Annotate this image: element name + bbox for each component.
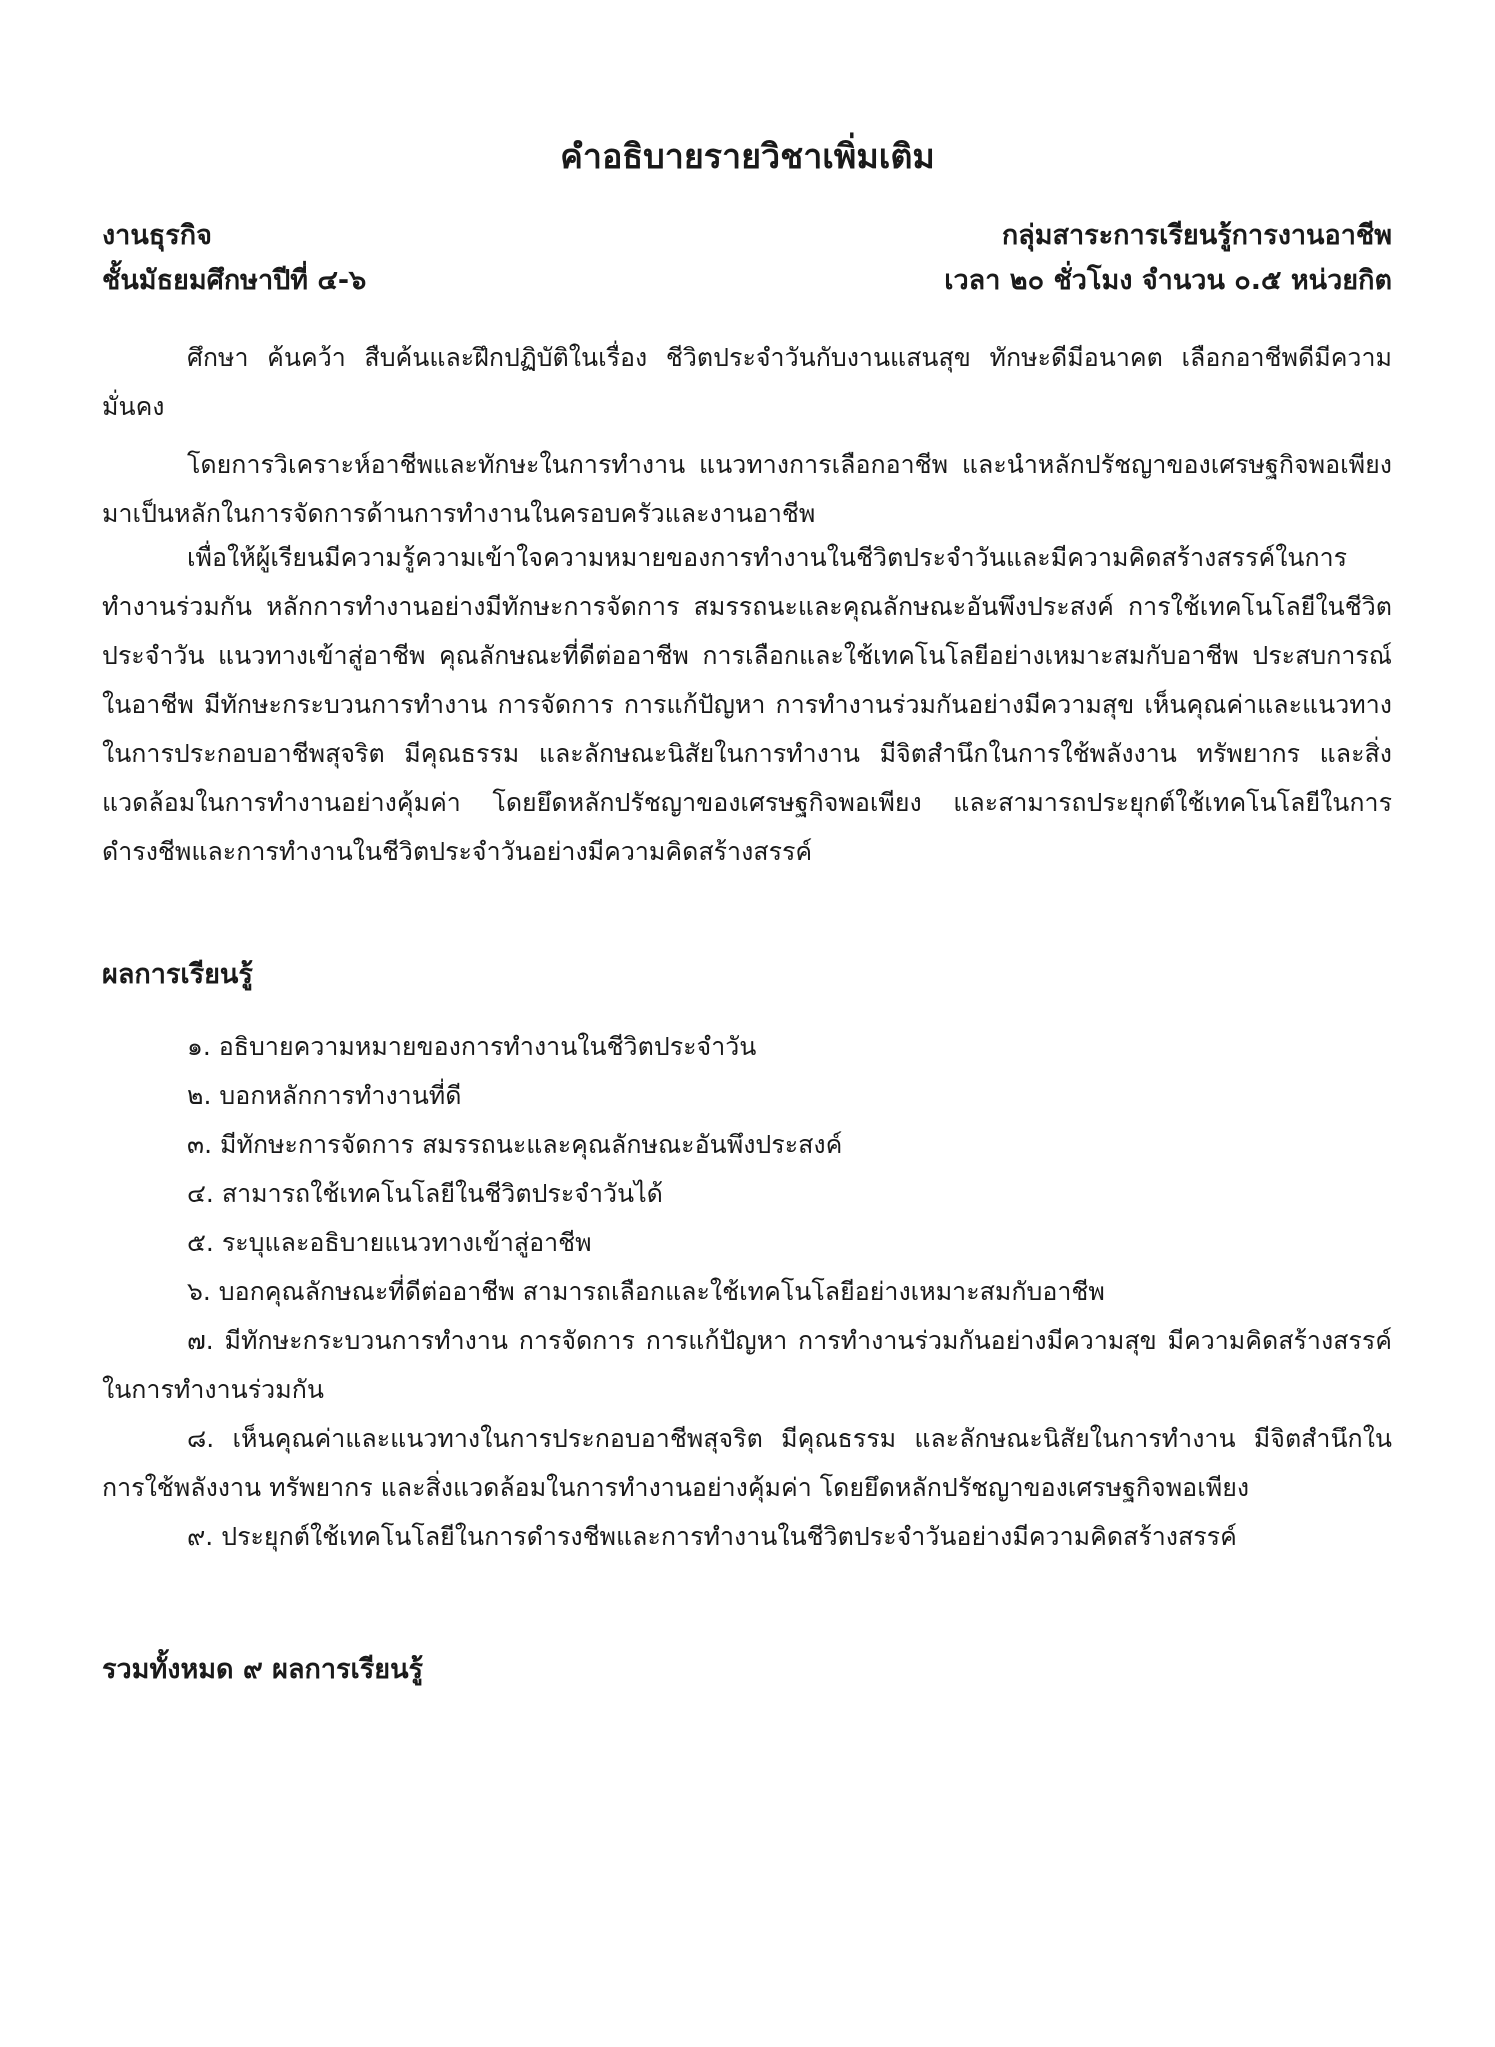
list-item: ๓. มีทักษะการจัดการ สมรรถนะและคุณลักษณะอันพึงประสงค์ (187, 1130, 843, 1159)
description-paragraph: ศึกษา ค้นคว้า สืบค้นและฝึกปฏิบัติในเรื่อง ชีวิตประจำวันกับงานแสนสุข ทักษะดีมีอนาคต เลือกอาชีพดีมีความมั่นคง (102, 343, 1392, 421)
list-item: ๕. ระบุและอธิบายแนวทางเข้าสู่อาชีพ (187, 1228, 592, 1257)
list-item: ๔. สามารถใช้เทคโนโลยีในชีวิตประจำวันได้ (187, 1179, 663, 1208)
course-name: งานธุรกิจ (102, 220, 212, 251)
description-block-3 (102, 533, 1392, 876)
description-paragraph: โดยการวิเคราะห์อาชีพและทักษะในการทำงาน แนวทางการเลือกอาชีพ และนำหลักปรัชญาของเศรษฐกิจพอเพียงมาเป็นหลักในการจัดการด้านการทำงานในครอบครัวและงานอาชีพ (102, 450, 1392, 528)
learning-group: กลุ่มสาระการเรียนรู้การงานอาชีพ (1001, 220, 1392, 251)
list-item: ๙. ประยุกต์ใช้เทคโนโลยีในการดำรงชีพและการทำงานในชีวิตประจำวันอย่างมีความคิดสร้างสรรค์ (187, 1522, 1237, 1551)
description-paragraph: เพื่อให้ผู้เรียนมีความรู้ความเข้าใจความหมายของการทำงานในชีวิตประจำวันและมีความคิดสร้างสรรค์ในการทำงานร่วมกัน หลักการทำงานอย่างมีทักษะการจัดการ สมรรถนะและคุณลักษณะอันพึงประสงค์ การใช้เทคโนโลยีในชีวิตประจำวัน แนวทางเข้าสู่อาชีพ คุณลักษณะที่ดีต่ออาชีพ การเลือกและใช้เทคโนโลยีอย่างเหมาะสมกับอาชีพ ประสบการณ์ในอาชีพ มีทักษะกระบวนการทำงาน การจัดการ การแก้ปัญหา การทำงานร่วมกันอย่างมีความสุข เห็นคุณค่าและแนวทางในการประกอบอาชีพสุจริต มีคุณธรรม และลักษณะนิสัยในการทำงาน มีจิตสำนึกในการใช้พลังงาน ทรัพยากร และสิ่งแวดล้อมในการทำงานอย่างคุ้มค่า โดยยึดหลักปรัชญาของเศรษฐกิจพอเพียง และสามารถประยุกต์ใช้เทคโนโลยีในการดำรงชีพและการทำงานในชีวิตประจำวันอย่างมีความคิดสร้างสรรค์ (102, 543, 1392, 866)
time-and-credit: เวลา ๒๐ ชั่วโมง จำนวน ๐.๕ หน่วยกิต (944, 265, 1392, 296)
outcomes-total: รวมทั้งหมด ๙ ผลการเรียนรู้ (102, 1654, 424, 1685)
list-item: ๘. เห็นคุณค่าและแนวทางในการประกอบอาชีพสุจริต มีคุณธรรม และลักษณะนิสัยในการทำงาน มีจิตสำนึกในการใช้พลังงาน ทรัพยากร และสิ่งแวดล้อมในการทำงานอย่างคุ้มค่า โดยยึดหลักปรัชญาของเศรษฐกิจพอเพียง (102, 1424, 1392, 1502)
grade-level: ชั้นมัธยมศึกษาปีที่ ๔-๖ (102, 265, 367, 296)
list-item: ๖. บอกคุณลักษณะที่ดีต่ออาชีพ สามารถเลือกและใช้เทคโนโลยีอย่างเหมาะสมกับอาชีพ (187, 1277, 1105, 1306)
page-title: คำอธิบายรายวิชาเพิ่มเติม (560, 137, 935, 177)
list-item: ๑. อธิบายความหมายของการทำงานในชีวิตประจำวัน (187, 1032, 757, 1061)
list-item: ๒. บอกหลักการทำงานที่ดี (187, 1081, 462, 1110)
description-block-1 (102, 333, 1392, 431)
outcomes-heading: ผลการเรียนรู้ (102, 959, 253, 990)
list-item: ๗. มีทักษะกระบวนการทำงาน การจัดการ การแก้ปัญหา การทำงานร่วมกันอย่างมีความสุข มีความคิดสร้างสรรค์ในการทำงานร่วมกัน (102, 1326, 1392, 1404)
description-block-2 (102, 440, 1392, 538)
outcomes-list (102, 1022, 1392, 1561)
